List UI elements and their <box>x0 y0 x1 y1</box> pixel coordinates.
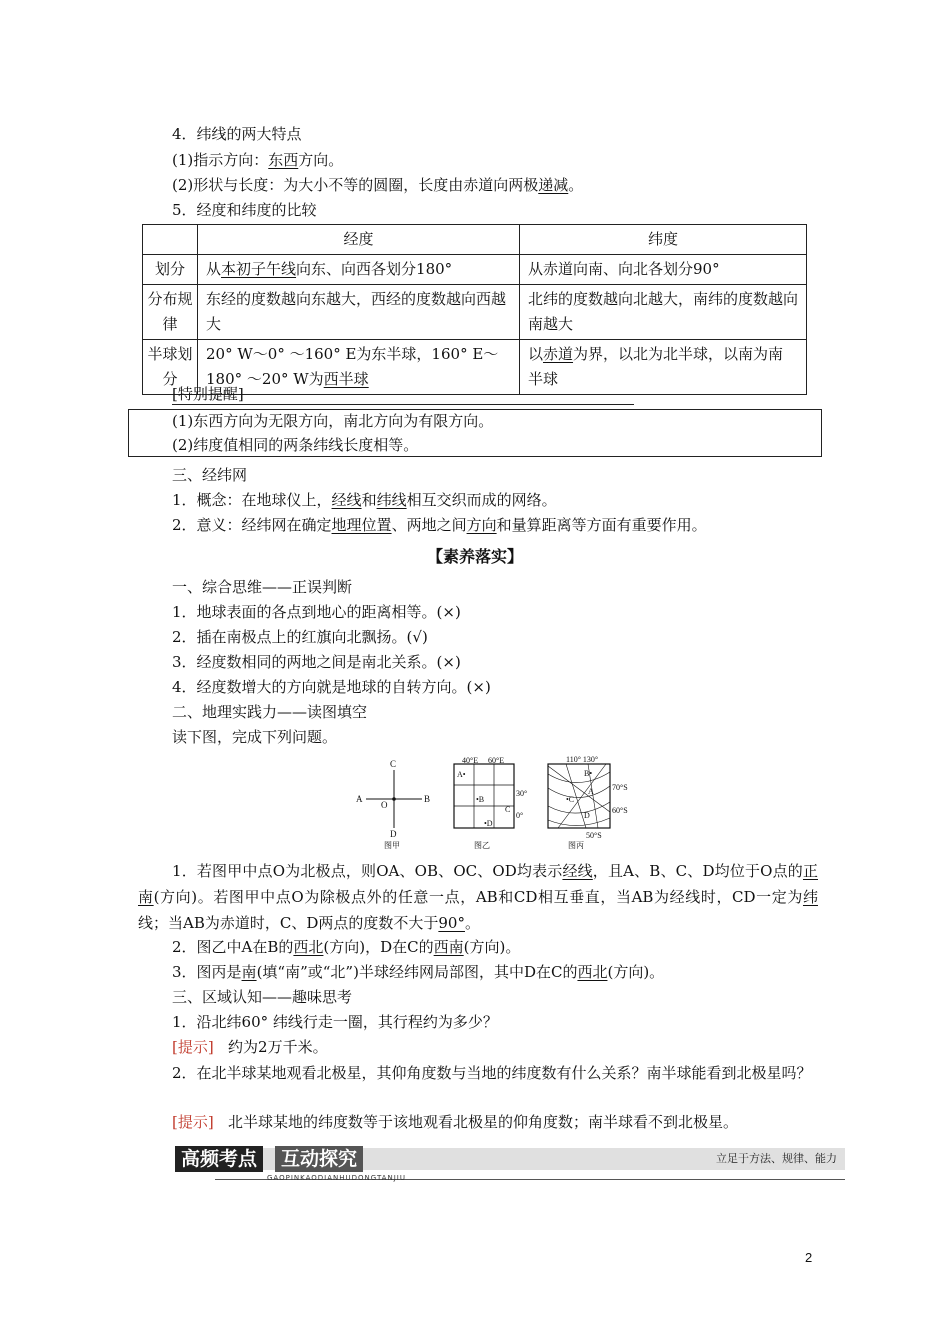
compare-title: 5．经度和纬度的比较 <box>172 201 317 219</box>
yi-point-c: C <box>505 805 511 814</box>
bing-lon: 110° 130° <box>566 755 599 764</box>
yi-lon-60: 60°E <box>488 756 505 765</box>
answer-3: 3．图丙是南(填“南”或“北”)半球经纬网局部图，其中D在C的西北(方向)。 <box>172 963 665 981</box>
practice-q2: 2．插在南极点上的红旗向北飘扬。(√) <box>172 628 428 646</box>
answer-1: 1．若图甲中点O为北极点，则OA、OB、OC、OD均表示经线，且A、B、C、D均位于O点的正南(方向)。若图甲中点O为除极点外的任意一点，AB和CD相互垂直，当AB为经线时，CD一定为纬线；当AB为赤道时，C、D两点的度数不大于90°。 <box>138 862 818 932</box>
grid-title: 三、经纬网 <box>172 466 248 484</box>
bing-point-c: •C <box>566 795 575 804</box>
practice-q4: 4．经度数增大的方向就是地球的自转方向。(×) <box>172 678 491 696</box>
bing-point-a: A <box>588 787 594 796</box>
think-s3: 三、区域认知——趣味思考 <box>172 988 353 1006</box>
yi-caption: 图乙 <box>474 841 490 850</box>
bing-lat-70: 70°S <box>612 783 628 792</box>
think-q2: 2．在北半球某地观看北极星，其仰角度数与当地的纬度数有什么关系？南半球能看到北极星吗？ <box>172 1064 812 1082</box>
yi-lon-40: 40°E <box>462 756 479 765</box>
graticule-figure <box>348 752 648 852</box>
cell-lon-division: 从本初子午线向东、向西各划分180° <box>198 255 520 285</box>
practice-q1: 1．地球表面的各点到地心的距离相等。(×) <box>172 603 461 621</box>
figure-yi <box>454 756 527 850</box>
practice-s2: 二、地理实践力——读图填空 <box>172 703 368 721</box>
figure-jia <box>356 759 430 850</box>
compare-table <box>142 224 807 395</box>
bing-caption: 图丙 <box>568 841 584 850</box>
jia-label-d: D <box>390 829 397 839</box>
lat-features-title: 4．纬线的两大特点 <box>172 125 302 143</box>
col-lat-header: 纬度 <box>520 225 807 255</box>
lat-features-direction: (1)指示方向：东西方向。 <box>172 151 344 169</box>
think-hint-1: [提示] 约为2万千米。 <box>172 1038 328 1056</box>
cell-lat-division: 从赤道向南、向北各划分90° <box>520 255 807 285</box>
bing-lat-60: 60°S <box>612 806 628 815</box>
col-lon-header: 经度 <box>198 225 520 255</box>
tip-heading: [特别提醒] <box>172 384 634 405</box>
hint-label: [提示] <box>172 1113 214 1131</box>
think-hint-2: [提示] 北半球某地的纬度数等于该地观看北极星的仰角度数；南半球看不到北极星。 <box>172 1113 739 1131</box>
bing-point-d: D <box>584 811 590 820</box>
figure-bing <box>548 755 628 850</box>
section-banner <box>175 1146 845 1180</box>
row-head-hemisphere: 半球划分 <box>143 340 198 395</box>
lat-features-shape: (2)形状与长度：为大小不等的圆圈，长度由赤道向两极递减。 <box>172 176 584 194</box>
yi-point-d: •D <box>484 819 493 828</box>
yi-point-a: A• <box>457 770 466 779</box>
yi-lat-0: 0° <box>516 811 524 820</box>
jia-label-a: A <box>356 794 363 804</box>
banner-title-1: 高频考点 <box>175 1146 263 1172</box>
think-q1: 1．沿北纬60° 纬线行走一圈，其行程约为多少？ <box>172 1013 498 1031</box>
tip-line-1: (1)东西方向为无限方向，南北方向为有限方向。 <box>172 412 494 430</box>
cell-lon-distribution: 东经的度数越向东越大，西经的度数越向西越大 <box>198 285 520 340</box>
tip-line-2: (2)纬度值相同的两条纬线长度相等。 <box>172 436 419 454</box>
jia-label-c: C <box>390 759 397 769</box>
yi-point-b: •B <box>476 795 485 804</box>
cell-lat-distribution: 北纬的度数越向北越大，南纬的度数越向南越大 <box>520 285 807 340</box>
bing-lat-50: 50°S <box>586 831 602 840</box>
yi-lat-30: 30° <box>516 789 528 798</box>
practice-intro: 读下图，完成下列问题。 <box>172 728 338 746</box>
page-number: 2 <box>805 1250 813 1265</box>
section-heading: 【素养落实】 <box>426 547 523 566</box>
banner-tagline: 立足于方法、规律、能力 <box>716 1152 837 1165</box>
grid-meaning: 2．意义：经纬网在确定地理位置、两地之间方向和量算距离等方面有重要作用。 <box>172 516 707 534</box>
jia-caption: 图甲 <box>384 841 400 850</box>
jia-label-o: O <box>381 800 388 810</box>
answer-2: 2．图乙中A在B的西北(方向)，D在C的西南(方向)。 <box>172 938 521 956</box>
practice-s1: 一、综合思维——正误判断 <box>172 578 353 596</box>
grid-concept: 1．概念：在地球仪上，经线和纬线相互交织而成的网络。 <box>172 491 557 509</box>
bing-point-b: B• <box>584 769 593 778</box>
hint-label: [提示] <box>172 1038 214 1056</box>
jia-label-b: B <box>424 794 431 804</box>
cell-lat-hemisphere: 以赤道为界，以北为北半球，以南为南半球 <box>520 340 807 395</box>
row-head-division: 划分 <box>143 255 198 285</box>
banner-title-2: 互动探究 <box>275 1146 363 1172</box>
banner-pinyin: GAOPINKAODIANHUDONGTANJIU <box>267 1174 406 1182</box>
cell-lon-hemisphere: 20° W～0° ～160° E为东半球，160° E～180° ～20° W为西半球 <box>198 340 520 395</box>
row-head-distribution: 分布规律 <box>143 285 198 340</box>
practice-q3: 3．经度数相同的两地之间是南北关系。(×) <box>172 653 461 671</box>
